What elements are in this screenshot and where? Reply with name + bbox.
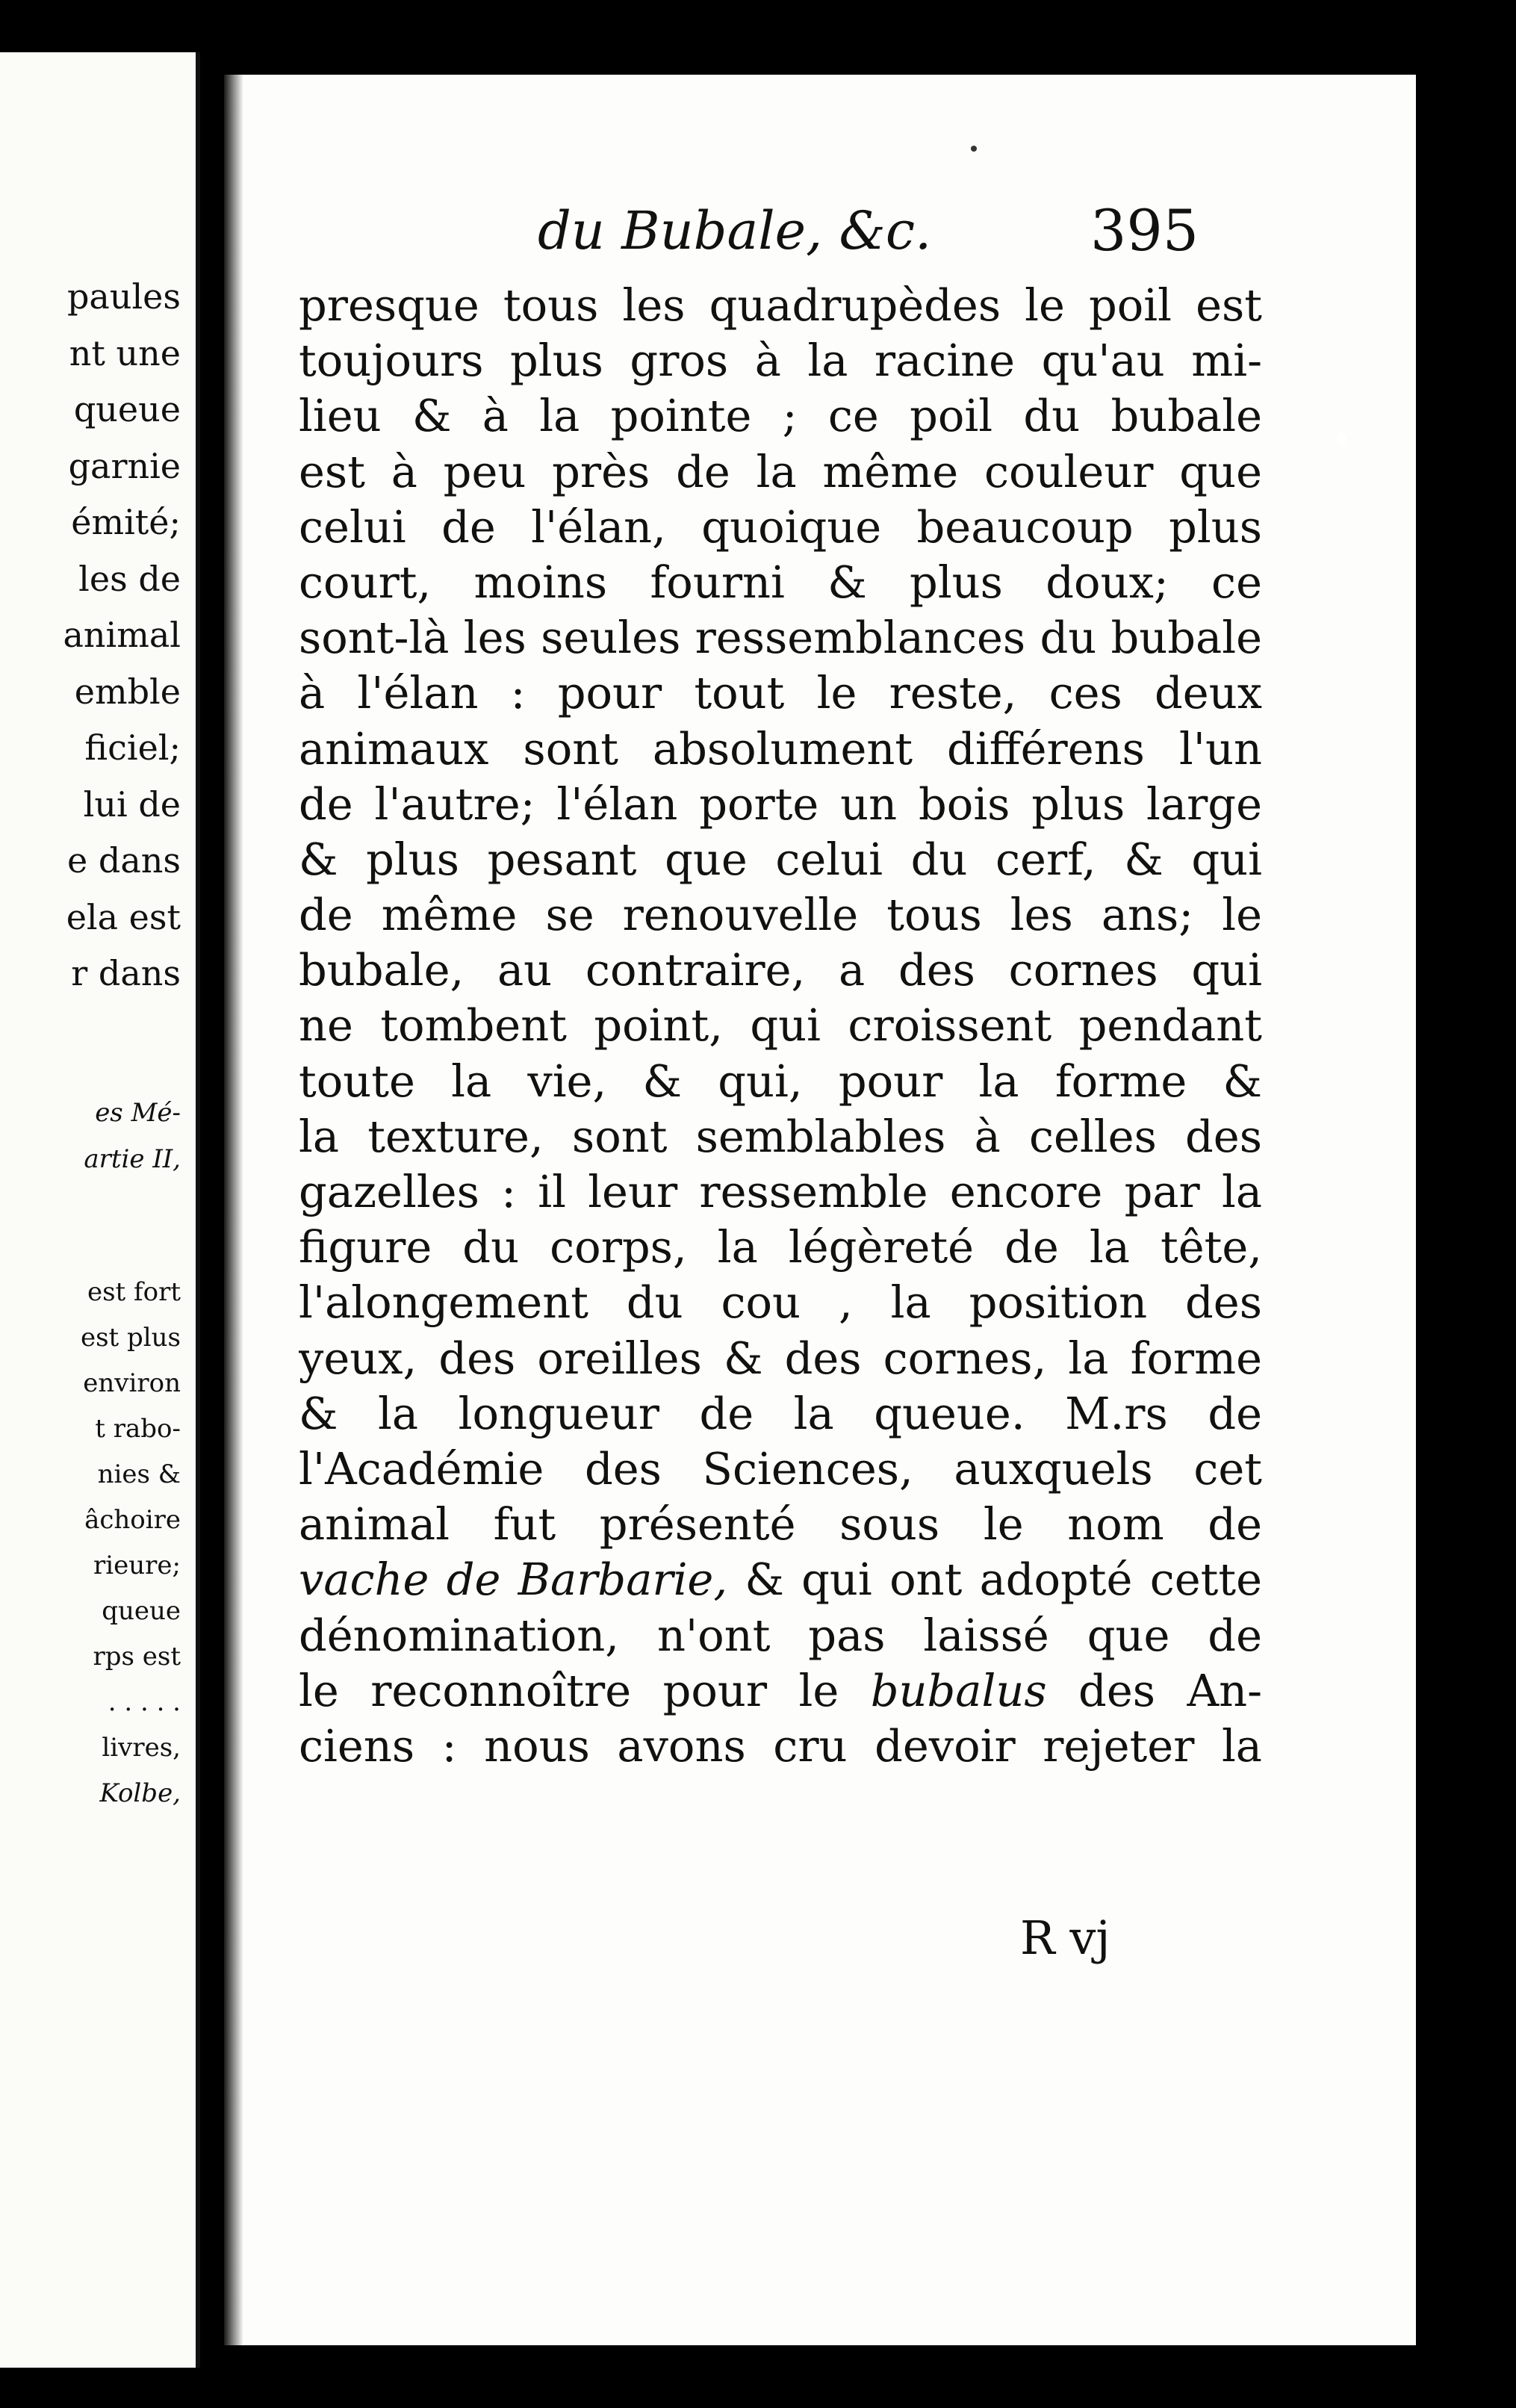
right-page xyxy=(224,75,1416,2345)
printer-signature-mark: R vj xyxy=(1020,1911,1110,1965)
text-line: l'alongement du cou , la position des xyxy=(299,1276,1262,1329)
text-line: dénomination, n'ont pas laissé que de xyxy=(299,1609,1262,1661)
left-text-line: ela est xyxy=(66,896,181,937)
text-line: animaux sont absolument différens l'un xyxy=(299,722,1262,775)
left-text-line: r dans xyxy=(71,953,181,993)
text-line: ne tombent point, qui croissent pendant xyxy=(299,999,1262,1052)
left-text-line: emble xyxy=(74,671,181,712)
left-text-line: es Mé- xyxy=(95,1098,181,1128)
left-text-line: lui de xyxy=(83,783,181,825)
text-line: presque tous les quadrupèdes le poil est xyxy=(299,279,1262,331)
left-text-line: nt une xyxy=(69,332,181,373)
left-text-line: les de xyxy=(78,558,181,599)
text-line: court, moins fourni & plus doux; ce xyxy=(299,556,1262,608)
left-text-line: environ xyxy=(83,1368,181,1398)
line-end: des An- xyxy=(1046,1664,1262,1716)
left-text-line: est plus xyxy=(80,1323,181,1353)
left-text-line: rps est xyxy=(93,1642,181,1672)
left-text-line: artie II, xyxy=(84,1144,181,1174)
text-line: toute la vie, & qui, pour la forme & xyxy=(299,1055,1262,1107)
text-line: sont-là les seules ressemblances du bubale xyxy=(299,612,1262,664)
text-line: de l'autre; l'élan porte un bois plus large xyxy=(299,778,1262,830)
text-line: toujours plus gros à la racine qu'au mi- xyxy=(299,335,1262,387)
text-line: celui de l'élan, quoique beaucoup plus xyxy=(299,500,1262,553)
gutter-shadow xyxy=(224,75,243,2345)
left-text-line: e dans xyxy=(67,840,181,881)
left-text-line: livres, xyxy=(102,1733,181,1763)
body-text xyxy=(299,278,1262,1774)
running-head: du Bubale, &c. xyxy=(538,200,932,261)
left-facing-page xyxy=(0,52,200,2368)
text-line: l'Académie des Sciences, auxquels cet xyxy=(299,1442,1262,1495)
page-number: 395 xyxy=(1090,197,1199,264)
text-line: animal fut présenté sous le nom de xyxy=(299,1498,1262,1551)
left-text-line: t rabo- xyxy=(95,1414,181,1444)
text-line: à l'élan : pour tout le reste, ces deux xyxy=(299,667,1262,719)
text-line: & la longueur de la queue. M.rs de xyxy=(299,1387,1262,1439)
text-line: de même se renouvelle tous les ans; le xyxy=(299,889,1262,941)
paper-speck xyxy=(1337,433,1347,444)
text-line xyxy=(299,1552,1262,1607)
paper-speck xyxy=(971,146,977,152)
text-line: yeux, des oreilles & des cornes, la forme xyxy=(299,1332,1262,1384)
text-line: figure du corps, la légèreté de la tête, xyxy=(299,1221,1262,1273)
text-line: gazelles : il leur ressemble encore par la xyxy=(299,1166,1262,1217)
left-text-line: queue xyxy=(73,389,181,429)
left-text-line: paules xyxy=(66,276,181,317)
line-start: le reconnoître pour le xyxy=(299,1664,871,1716)
left-text-line: émité; xyxy=(71,502,181,542)
left-text-line: nies & xyxy=(97,1459,181,1489)
left-text-line: ficiel; xyxy=(84,727,181,768)
line-rest: & qui ont adopté cette xyxy=(727,1554,1262,1606)
text-line: & plus pesant que celui du cerf, & qui xyxy=(299,833,1262,885)
text-line: lieu & à la pointe ; ce poil du bubale xyxy=(299,390,1262,442)
left-text-line: rieure; xyxy=(93,1551,181,1580)
left-text-line: . . . . . xyxy=(108,1687,181,1717)
text-line: ciens : nous avons cru devoir rejeter la xyxy=(299,1719,1262,1772)
left-text-line: queue xyxy=(102,1596,181,1626)
italic-phrase: vache de Barbarie, xyxy=(299,1554,728,1606)
left-text-line: âchoire xyxy=(84,1505,181,1535)
left-text-line: garnie xyxy=(68,445,181,486)
text-line xyxy=(299,1663,1262,1719)
left-text-line: Kolbe, xyxy=(99,1778,181,1808)
text-line: bubale, au contraire, a des cornes qui xyxy=(299,944,1262,996)
left-text-line: est fort xyxy=(87,1277,181,1307)
text-line: est à peu près de la même couleur que xyxy=(299,445,1262,497)
left-text-line: animal xyxy=(63,615,181,655)
text-line: la texture, sont semblables à celles des xyxy=(299,1110,1262,1162)
italic-word: bubalus xyxy=(870,1664,1047,1716)
